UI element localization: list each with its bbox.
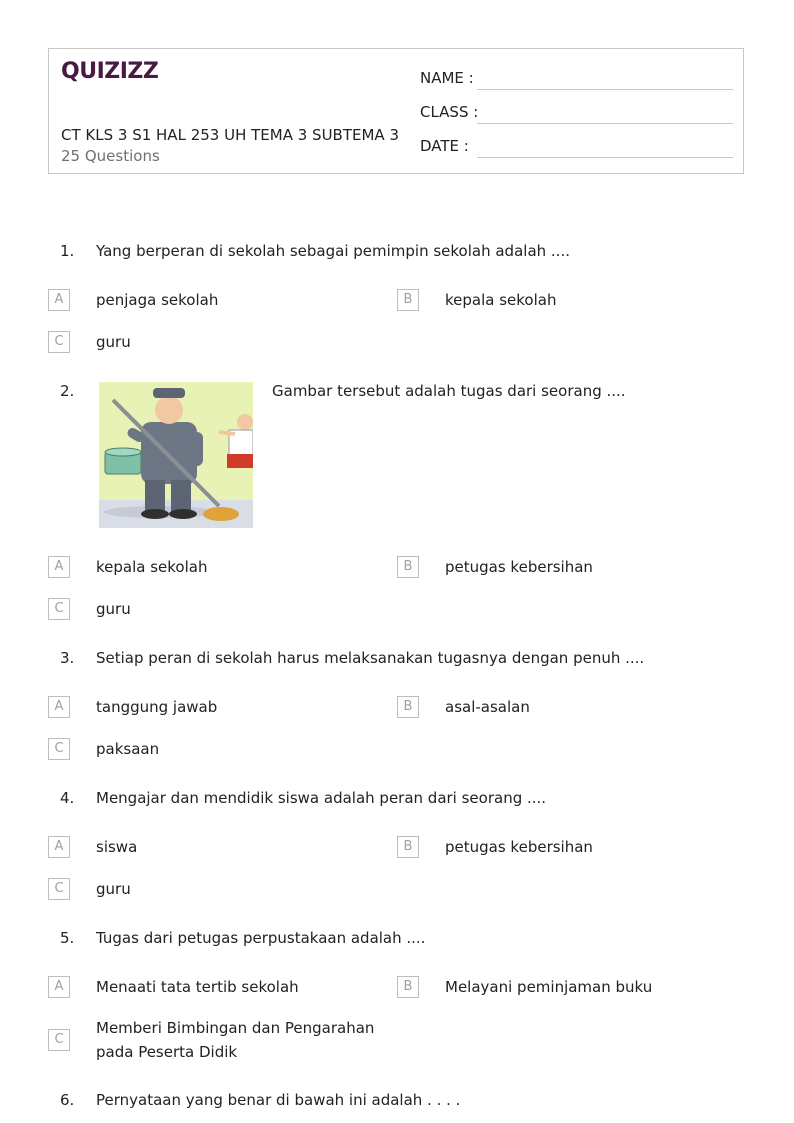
question-text: Yang berperan di sekolah sebagai pemimpin sekolah adalah .... bbox=[96, 242, 570, 260]
option-text[interactable]: asal-asalan bbox=[445, 698, 530, 716]
option-text[interactable]: Memberi Bimbingan dan Pengarahan bbox=[96, 1019, 375, 1037]
question-number: 1. bbox=[60, 242, 75, 260]
option-text[interactable]: guru bbox=[96, 600, 131, 618]
option-text[interactable]: siswa bbox=[96, 838, 138, 856]
option-letter-box[interactable]: B bbox=[397, 696, 419, 718]
question-text: Gambar tersebut adalah tugas dari seorang .... bbox=[272, 382, 626, 400]
option-text[interactable]: petugas kebersihan bbox=[445, 838, 593, 856]
name-label: NAME : bbox=[420, 69, 474, 87]
janitor-illustration bbox=[99, 382, 253, 528]
name-field[interactable] bbox=[477, 89, 733, 90]
option-text[interactable]: guru bbox=[96, 333, 131, 351]
option-letter-box[interactable]: A bbox=[48, 696, 70, 718]
option-text[interactable]: tanggung jawab bbox=[96, 698, 218, 716]
date-field[interactable] bbox=[477, 157, 733, 158]
question-number: 3. bbox=[60, 649, 75, 667]
question-number: 5. bbox=[60, 929, 75, 947]
option-text[interactable]: paksaan bbox=[96, 740, 160, 758]
option-text-continued[interactable]: pada Peserta Didik bbox=[96, 1043, 238, 1061]
option-text[interactable]: kepala sekolah bbox=[445, 291, 557, 309]
class-field[interactable] bbox=[477, 123, 733, 124]
question-text: Setiap peran di sekolah harus melaksanakan tugasnya dengan penuh .... bbox=[96, 649, 645, 667]
option-text[interactable]: Melayani peminjaman buku bbox=[445, 978, 653, 996]
option-text[interactable]: penjaga sekolah bbox=[96, 291, 219, 309]
option-letter-box[interactable]: A bbox=[48, 289, 70, 311]
option-letter-box[interactable]: B bbox=[397, 556, 419, 578]
question-number: 2. bbox=[60, 382, 75, 400]
option-letter-box[interactable]: B bbox=[397, 289, 419, 311]
question-number: 6. bbox=[60, 1091, 75, 1109]
class-label: CLASS : bbox=[420, 103, 479, 121]
worksheet-title: CT KLS 3 S1 HAL 253 UH TEMA 3 SUBTEMA 3 bbox=[61, 126, 399, 144]
question-count: 25 Questions bbox=[61, 147, 160, 165]
question-text: Tugas dari petugas perpustakaan adalah .... bbox=[96, 929, 426, 947]
option-text[interactable]: petugas kebersihan bbox=[445, 558, 593, 576]
option-letter-box[interactable]: A bbox=[48, 976, 70, 998]
option-letter-box[interactable]: C bbox=[48, 1029, 70, 1051]
worksheet-header bbox=[48, 48, 744, 174]
question-number: 4. bbox=[60, 789, 75, 807]
option-text[interactable]: guru bbox=[96, 880, 131, 898]
option-letter-box[interactable]: A bbox=[48, 836, 70, 858]
option-text[interactable]: kepala sekolah bbox=[96, 558, 208, 576]
quizizz-logo: QUIZIZZ bbox=[61, 59, 159, 84]
option-letter-box[interactable]: B bbox=[397, 976, 419, 998]
option-letter-box[interactable]: C bbox=[48, 738, 70, 760]
question-text: Mengajar dan mendidik siswa adalah peran dari seorang .... bbox=[96, 789, 547, 807]
option-letter-box[interactable]: C bbox=[48, 878, 70, 900]
option-letter-box[interactable]: C bbox=[48, 331, 70, 353]
option-text[interactable]: Menaati tata tertib sekolah bbox=[96, 978, 299, 996]
date-label: DATE : bbox=[420, 137, 469, 155]
question-text: Pernyataan yang benar di bawah ini adalah . . . . bbox=[96, 1091, 461, 1109]
option-letter-box[interactable]: A bbox=[48, 556, 70, 578]
option-letter-box[interactable]: B bbox=[397, 836, 419, 858]
option-letter-box[interactable]: C bbox=[48, 598, 70, 620]
